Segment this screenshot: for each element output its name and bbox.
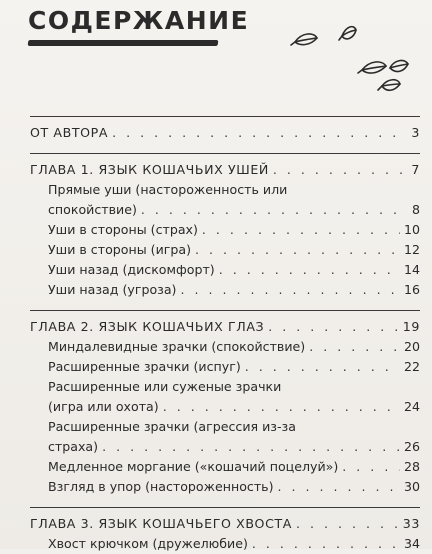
chapter-title: ГЛАВА 1. ЯЗЫК КОШАЧЬИХ УШЕЙ [30,162,269,177]
toc-item-label: страха) [48,439,99,454]
section-divider [30,153,420,154]
toc-item-label: спокойствие) [48,202,137,217]
toc-item-label: (игра или охота) [48,399,159,414]
toc-page-number: 20 [403,339,420,354]
leader-dots [309,337,400,357]
toc-page-number: 33 [402,516,420,531]
leader-dots [202,220,400,240]
leader-dots [102,437,400,457]
leader-dots [141,200,408,220]
section-divider [30,310,420,311]
toc-page-number: 22 [403,359,420,374]
leader-dots [112,123,407,143]
toc-item-label: Хвост крючком (дружелюбие) [48,536,248,551]
leader-dots [296,514,399,534]
toc-item-line1: Расширенные зрачки (агрессия из-за [48,419,296,434]
toc-item-line1: Прямые уши (настороженность или [48,182,288,197]
toc-item-label: Расширенные зрачки (испуг) [48,359,241,374]
toc-item[interactable] [30,240,420,260]
leader-dots [245,357,400,377]
leader-dots [273,160,407,180]
leader-dots [180,280,399,300]
section-divider [30,507,420,508]
toc-page-number: 24 [403,399,420,414]
chapter-title: ГЛАВА 3. ЯЗЫК КОШАЧЬЕГО ХВОСТА [30,516,292,531]
toc-entry-label: ОТ АВТОРА [30,125,109,140]
table-of-contents [30,116,420,554]
toc-item-label: Взгляд в упор (настороженность) [48,479,274,494]
page-title: СОДЕРЖАНИЕ [28,6,250,35]
leader-dots [163,397,400,417]
toc-item[interactable] [30,477,420,497]
toc-chapter-2[interactable] [30,317,420,337]
toc-page-number: 14 [403,262,420,277]
toc-page-number: 10 [403,222,420,237]
leaves-icon [290,20,420,100]
leader-dots [252,534,400,554]
toc-page-number: 12 [403,242,420,257]
toc-item[interactable] [30,260,420,280]
leader-dots [195,240,400,260]
toc-item-label: Миндалевидные зрачки (спокойствие) [48,339,306,354]
toc-page-number: 8 [411,202,420,217]
toc-page-number: 30 [403,479,420,494]
toc-chapter-3[interactable] [30,514,420,534]
leader-dots [278,477,400,497]
chapter-title: ГЛАВА 2. ЯЗЫК КОШАЧЬИХ ГЛАЗ [30,319,265,334]
toc-item-label: Уши назад (дискомфорт) [48,262,215,277]
toc-page-number: 19 [402,319,420,334]
section-divider [30,116,420,117]
leader-dots [342,457,400,477]
toc-page-number: 34 [403,536,420,551]
toc-page-number: 26 [403,439,420,454]
leader-dots [268,317,399,337]
toc-page-number: 16 [403,282,420,297]
toc-item[interactable] [30,280,420,300]
toc-item[interactable] [30,457,420,477]
toc-item-label: Уши назад (угроза) [48,282,177,297]
toc-item-label: Медленное моргание («кошачий поцелуй») [48,459,339,474]
toc-item[interactable] [30,337,420,357]
toc-item-label: Уши в стороны (игра) [48,242,191,257]
toc-page-number: 28 [403,459,420,474]
toc-page-number: 7 [411,162,420,177]
toc-item[interactable] [30,534,420,554]
toc-page-number: 3 [411,125,420,140]
toc-item[interactable] [30,200,420,220]
toc-entry-author[interactable] [30,123,420,143]
toc-item[interactable] [30,437,420,457]
toc-item[interactable] [30,357,420,377]
toc-item-label: Уши в стороны (страх) [48,222,198,237]
title-block [28,6,249,36]
leader-dots [219,260,400,280]
toc-item-line1: Расширенные или суженые зрачки [48,379,282,394]
toc-item[interactable] [30,397,420,417]
title-underline [28,40,219,46]
toc-chapter-1[interactable] [30,160,420,180]
toc-item[interactable] [30,220,420,240]
